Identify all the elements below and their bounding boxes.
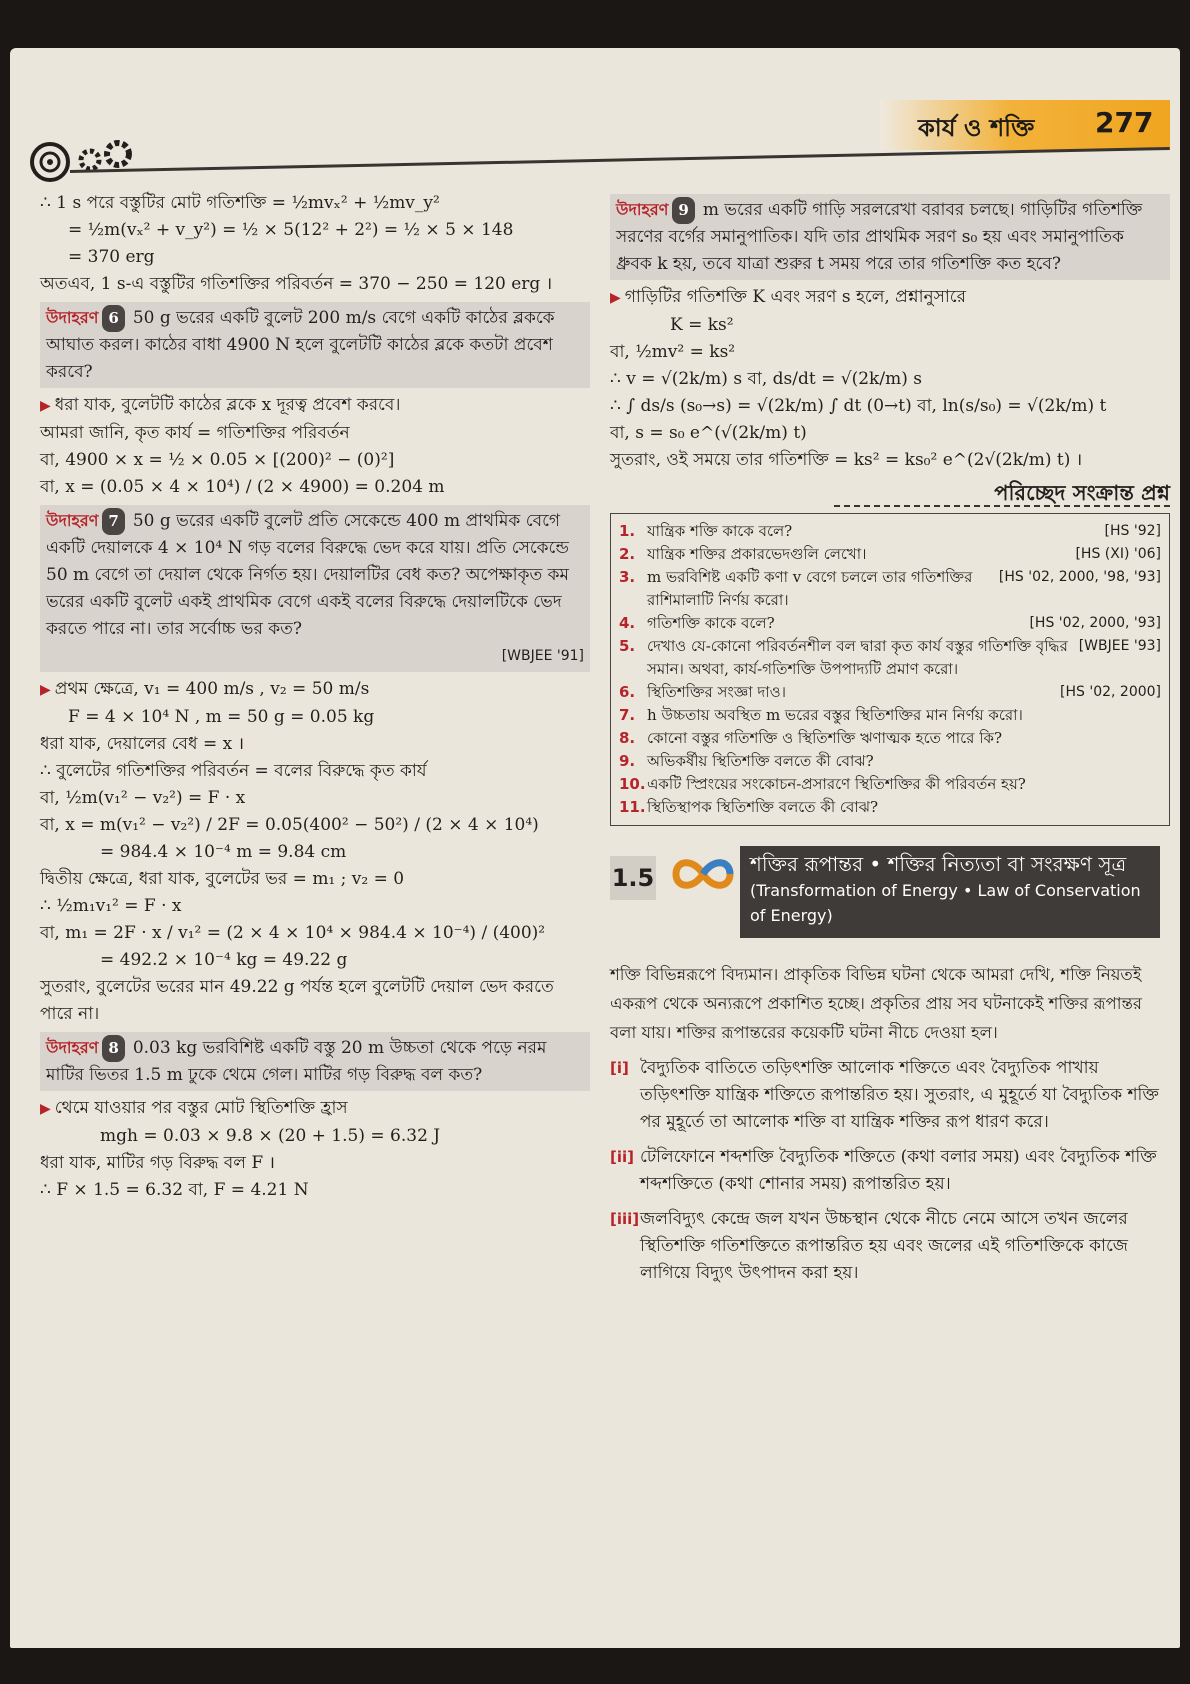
solution-line: ▶ থেমে যাওয়ার পর বস্তুর মোট স্থিতিশক্তি হ্রাস — [40, 1098, 348, 1118]
question-item: 2. যান্ত্রিক শক্তির প্রকারভেদগুলি লেখো। [HS (XI) '06] — [619, 545, 1161, 563]
solution-line: mgh = 0.03 × 9.8 × (20 + 1.5) = 6.32 J — [100, 1126, 441, 1146]
example-label: উদাহরণ — [46, 511, 99, 530]
question-item: 5. দেখাও যে-কোনো পরিবর্তনশীল বল দ্বারা কৃত কার্য বস্তুর গতিশক্তি বৃদ্ধির সমান। অথবা, কার্য-গতিশক্তি উপপাদ্যটি প্রমাণ করো। [WBJEE '93] — [619, 637, 1161, 678]
solution-line: বা, ½m(v₁² − v₂²) = F · x — [40, 788, 246, 808]
list-item: [ii] টেলিফোনে শব্দশক্তি বৈদ্যুতিক শক্তিতে (কথা বলার সময়) এবং বৈদ্যুতিক শক্তি শব্দশক্তিতে (কথা শোনার সময়) রূপান্তরিত হয়। — [610, 1147, 1157, 1194]
solution-line: বা, s = s₀ e^(√(2k/m) t) — [610, 423, 807, 443]
example-number: 9 — [672, 197, 694, 224]
infinity-icon — [670, 852, 736, 896]
question-item: 11. স্থিতিস্থাপক স্থিতিশক্তি বলতে কী বোঝ? — [619, 798, 879, 816]
questions-box — [610, 513, 1170, 826]
section-title-bengali: শক্তির রূপান্তর • শক্তির নিত্যতা বা সংরক্ষণ সূত্র — [750, 852, 1127, 876]
page-number: 277 — [1095, 106, 1154, 139]
example-label: উদাহরণ — [616, 200, 669, 219]
triangle-bullet-icon: ▶ — [40, 1101, 51, 1117]
example-number: 6 — [102, 305, 124, 332]
question-item: 10. একটি স্প্রিংয়ের সংকোচন-প্রসারণে স্থিতিশক্তির কী পরিবর্তন হয়? — [619, 775, 1026, 793]
solution-line: দ্বিতীয় ক্ষেত্রে, ধরা যাক, বুলেটের ভর = m₁ ; v₂ = 0 — [40, 869, 405, 889]
section-title — [740, 846, 1160, 938]
example-number: 8 — [102, 1035, 124, 1062]
question-item: 9. অভিকর্ষীয় স্থিতিশক্তি বলতে কী বোঝ? — [619, 752, 874, 770]
triangle-bullet-icon: ▶ — [40, 398, 51, 414]
question-item: 1. যান্ত্রিক শক্তি কাকে বলে? [HS '92] — [619, 522, 1161, 540]
solution-line: ∴ বুলেটের গতিশক্তির পরিবর্তন = বলের বিরুদ্ধে কৃত কার্য — [40, 761, 427, 781]
left-column — [40, 190, 590, 1204]
solution-line: = 492.2 × 10⁻⁴ kg = 49.22 g — [100, 950, 348, 970]
solution-line: ▶ ধরা যাক, বুলেটটি কাঠের ব্লকে x দূরত্ব প্রবেশ করবে। — [40, 395, 401, 415]
solution-line: বা, x = m(v₁² − v₂²) / 2F = 0.05(400² − 50²) / (2 × 4 × 10⁴) — [40, 815, 539, 835]
solution-line: ধরা যাক, মাটির গড় বিরুদ্ধ বল F । — [40, 1153, 275, 1173]
solution-line: ∴ ½m₁v₁² = F · x — [40, 896, 182, 916]
example-label: উদাহরণ — [46, 308, 99, 327]
chapter-title: কার্য ও শক্তি — [918, 114, 1035, 142]
page-top-dark-edge — [0, 0, 1190, 48]
calc-line: অতএব, 1 s-এ বস্তুটির গতিশক্তির পরিবর্তন = 370 − 250 = 120 erg । — [40, 274, 553, 294]
solution-line: = 984.4 × 10⁻⁴ m = 9.84 cm — [100, 842, 347, 862]
list-item: [iii] জলবিদ্যুৎ কেন্দ্রে জল যখন উচ্চস্থান থেকে নীচে নেমে আসে তখন জলের স্থিতিশক্তি গতিশক্তিতে রূপান্তরিত হয় এবং জলের এই গতিশক্তিকে কাজে লাগিয়ে বিদ্যুৎ উৎপাদন করা হয়। — [610, 1209, 1128, 1283]
example-6-box — [40, 302, 590, 388]
example-label: উদাহরণ — [46, 1038, 99, 1057]
section-intro: শক্তি বিভিন্নরূপে বিদ্যমান। প্রাকৃতিক বিভিন্ন ঘটনা থেকে আমরা দেখি, শক্তি নিয়তই একরূপ থেকে অন্যরূপে প্রকাশিত হচ্ছে। প্রকৃতির প্রায় সব ঘটনাকেই শক্তির রূপান্তর বলা যায়। শক্তির রূপান্তরের কয়েকটি ঘটনা নীচে দেওয়া হল। — [610, 965, 1142, 1042]
section-number: 1.5 — [610, 856, 656, 900]
question-item: 7. h উচ্চতায় অবস্থিত m ভরের বস্তুর স্থিতিশক্তির মান নির্ণয় করো। — [619, 706, 1023, 724]
list-item: [i] বৈদ্যুতিক বাতিতে তড়িৎশক্তি আলোক শক্তিতে এবং বৈদ্যুতিক পাখায় তড়িৎশক্তি যান্ত্রিক শক্তিতে রূপান্তরিত হয়। সুতরাং, এ মুহূর্তে যা বৈদ্যুতিক শক্তি পর মুহূর্তে তা আলোক শক্তি বা যান্ত্রিক শক্তির রূপ ধারণ করে। — [610, 1058, 1159, 1132]
gear-logo-icon — [30, 140, 150, 190]
solution-line: সুতরাং, ওই সময়ে তার গতিশক্তি = ks² = ks₀² e^(2√(2k/m) t) । — [610, 450, 1083, 470]
example-7-box — [40, 505, 590, 672]
solution-line: ∴ v = √(2k/m) s বা, ds/dt = √(2k/m) s — [610, 369, 922, 389]
solution-line: ∴ ∫ ds/s (s₀→s) = √(2k/m) ∫ dt (0→t) বা, ln(s/s₀) = √(2k/m) t — [610, 396, 1107, 416]
right-column — [610, 190, 1170, 1287]
question-item: 4. গতিশক্তি কাকে বলে? [HS '02, 2000, '93] — [619, 614, 1161, 632]
example-8-box — [40, 1032, 590, 1091]
example-text: m ভরের একটি গাড়ি সরলরেখা বরাবর চলছে। গাড়িটির গতিশক্তি সরণের বর্গের সমানুপাতিক। যদি তার প্রাথমিক সরণ s₀ হয় এবং সমানুপাতিক ধ্রুবক k হয়, তবে যাত্রা শুরুর t সময় পরে তার গতিশক্তি কত হবে? — [616, 200, 1143, 274]
calc-line: = 370 erg — [68, 247, 155, 267]
calc-line: = ½m(vₓ² + v_y²) = ½ × 5(12² + 2²) = ½ × 5 × 148 — [68, 220, 514, 240]
example-text: 0.03 kg ভরবিশিষ্ট একটি বস্তু 20 m উচ্চতা থেকে পড়ে নরম মাটির ভিতর 1.5 m ঢুকে থেমে গেল। মাটির গড় বিরুদ্ধ বল কত? — [46, 1038, 547, 1085]
example-number: 7 — [102, 508, 124, 535]
question-item: 8. কোনো বস্তুর গতিশক্তি ও স্থিতিশক্তি ঋণাত্মক হতে পারে কি? — [619, 729, 1003, 747]
solution-line: বা, 4900 × x = ½ × 0.05 × [(200)² − (0)²] — [40, 450, 395, 470]
example-text: 50 g ভরের একটি বুলেট প্রতি সেকেন্ডে 400 m প্রাথমিক বেগে একটি দেয়ালকে 4 × 10⁴ N গড় বলের বিরুদ্ধে ভেদ করে যায়। প্রতি সেকেন্ডে 50 m বেগে তা দেয়াল থেকে নির্গত হয়। দেয়ালটির বেধ কত? অপেক্ষাকৃত কম ভরের একটি বুলেট একই প্রাথমিক বেগে একই বলের বিরুদ্ধে দেয়ালটিকে ভেদ করতে পারে না। তার সর্বোচ্চ ভর কত? — [46, 511, 569, 639]
solution-line: বা, ½mv² = ks² — [610, 342, 736, 362]
triangle-bullet-icon: ▶ — [40, 682, 51, 698]
solution-line: F = 4 × 10⁴ N , m = 50 g = 0.05 kg — [68, 707, 375, 727]
solution-line: K = ks² — [670, 315, 734, 335]
solution-line: ধরা যাক, দেয়ালের বেধ = x । — [40, 734, 245, 754]
solution-line: আমরা জানি, কৃত কার্য = গতিশক্তির পরিবর্তন — [40, 423, 350, 443]
calc-line: ∴ 1 s পরে বস্তুটির মোট গতিশক্তি = ½mvₓ² + ½mv_y² — [40, 193, 440, 213]
question-item: 3. m ভরবিশিষ্ট একটি কণা v বেগে চললে তার গতিশক্তির রাশিমালাটি নির্ণয় করো। [HS '02, 2000, '98, '93] — [619, 568, 1161, 609]
example-9-box — [610, 194, 1170, 280]
solution-line: ▶ প্রথম ক্ষেত্রে, v₁ = 400 m/s , v₂ = 50 m/s — [40, 679, 370, 699]
solution-line: ▶ গাড়িটির গতিশক্তি K এবং সরণ s হলে, প্রশ্নানুসারে — [610, 287, 966, 307]
questions-heading: পরিচ্ছেদ সংক্রান্ত প্রশ্ন — [610, 480, 1170, 507]
solution-line: ∴ F × 1.5 = 6.32 বা, F = 4.21 N — [40, 1180, 309, 1200]
question-item: 6. স্থিতিশক্তির সংজ্ঞা দাও। [HS '02, 2000] — [619, 683, 1161, 701]
section-heading — [610, 846, 1170, 938]
solution-line: বা, x = (0.05 × 4 × 10⁴) / (2 × 4900) = 0.204 m — [40, 477, 445, 497]
solution-line: বা, m₁ = 2F · x / v₁² = (2 × 4 × 10⁴ × 984.4 × 10⁻⁴) / (400)² — [40, 923, 546, 943]
triangle-bullet-icon: ▶ — [610, 290, 621, 306]
example-text: 50 g ভরের একটি বুলেট 200 m/s বেগে একটি কাঠের ব্লককে আঘাত করল। কাঠের বাধা 4900 N হলে বুলেটটি কাঠের ব্লকে কতটা প্রবেশ করবে? — [46, 308, 555, 382]
solution-line: সুতরাং, বুলেটের ভরের মান 49.22 g পর্যন্ত হলে বুলেটটি দেয়াল ভেদ করতে পারে না। — [40, 977, 554, 1024]
section-title-english: (Transformation of Energy • Law of Conservation of Energy) — [750, 881, 1141, 925]
exam-reference: [WBJEE '91] — [501, 648, 584, 664]
